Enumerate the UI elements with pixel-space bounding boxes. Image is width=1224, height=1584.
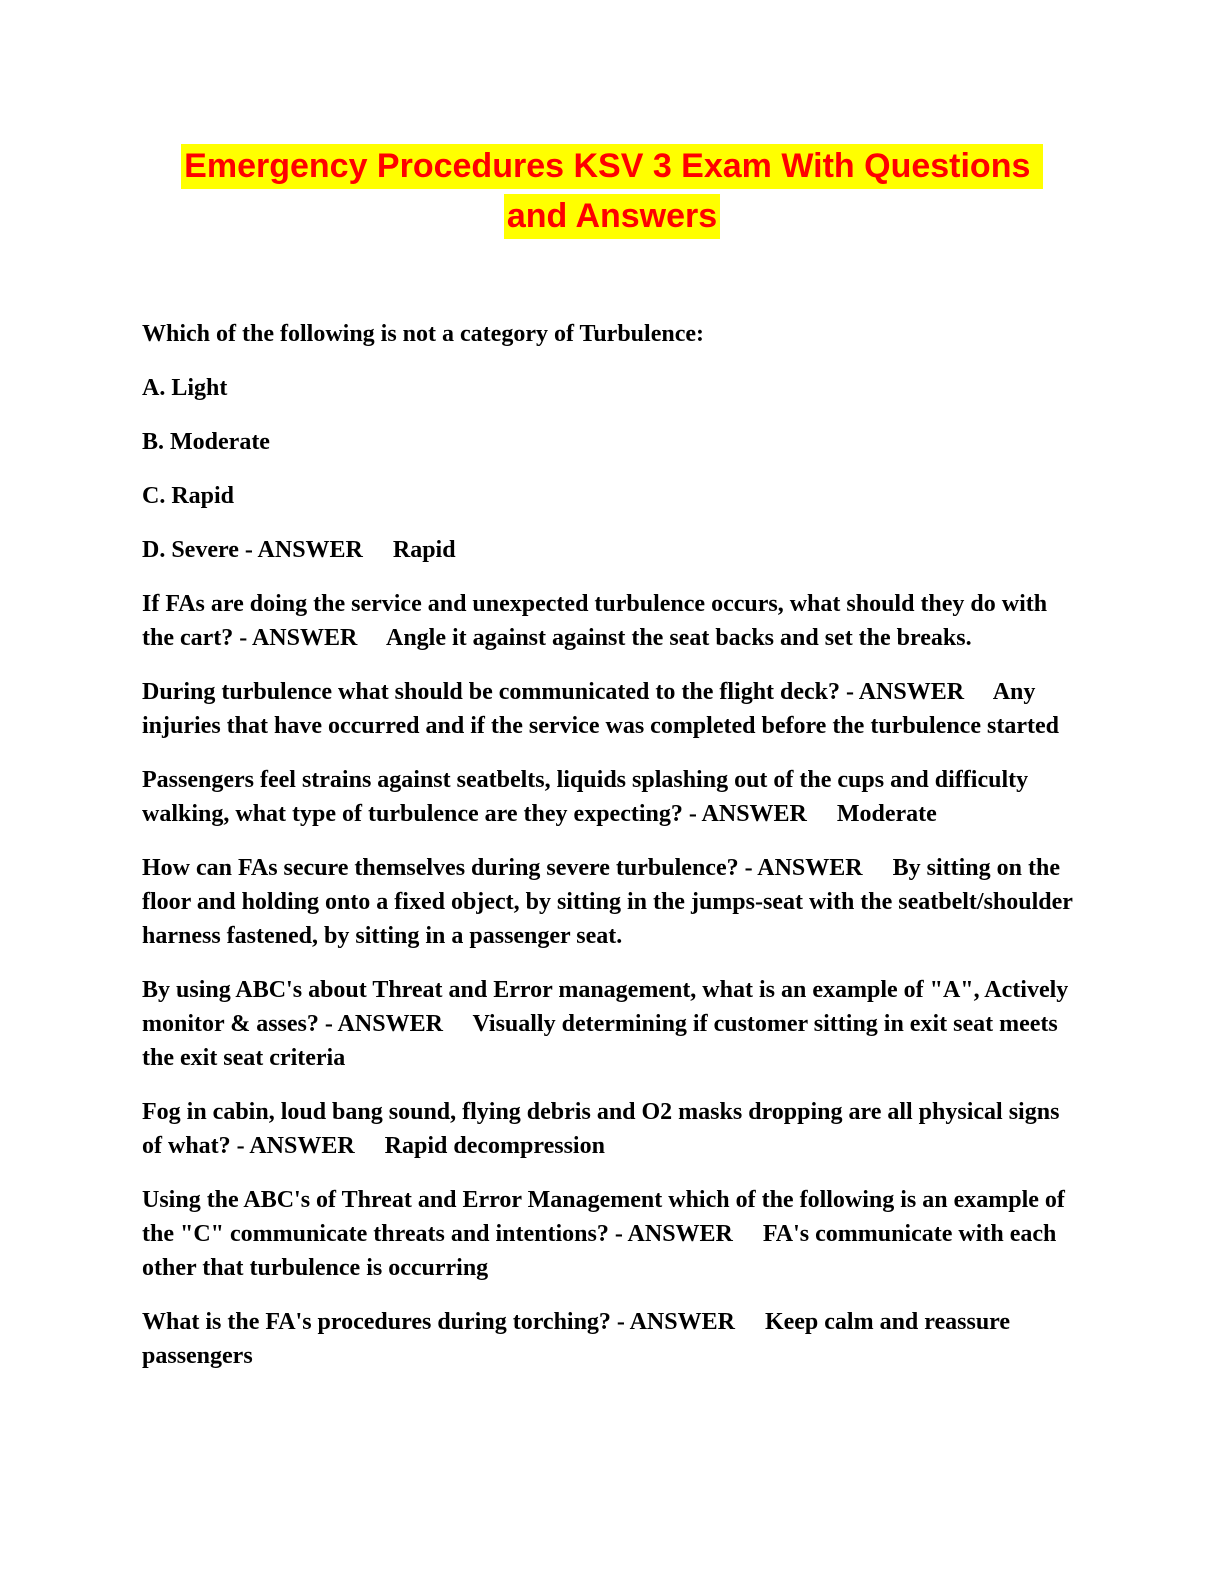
title-line-2: and Answers [504, 194, 720, 239]
qa-paragraph: Fog in cabin, loud bang sound, flying debris and O2 masks dropping are all physical signs of what? - ANSWER Rapid decompression [142, 1099, 1066, 1159]
qa-paragraph: By using ABC's about Threat and Error management, what is an example of "A", Actively monitor & asses? - ANSWER Visually determining if customer sitting in exit seat meets the exit seat criteria [142, 977, 1075, 1071]
qa-paragraph: D. Severe - ANSWER Rapid [142, 537, 456, 563]
qa-paragraph: How can FAs secure themselves during severe turbulence? - ANSWER By sitting on the floor and holding onto a fixed object, by sitting in the jumps-seat with the seatbelt/shoulder harness fastened, by sitting in a passenger seat. [142, 855, 1079, 949]
qa-paragraph: What is the FA's procedures during torching? - ANSWER Keep calm and reassure passengers [142, 1309, 1017, 1369]
qa-paragraph: Using the ABC's of Threat and Error Management which of the following is an example of the "C" communicate threats and intentions? - ANSWER FA's communicate with each other that turbulence is occurring [142, 1187, 1071, 1281]
qa-paragraph: Passengers feel strains against seatbelts, liquids splashing out of the cups and difficulty walking, what type of turbulence are they expecting? - ANSWER Moderate [142, 767, 1035, 827]
qa-paragraph: During turbulence what should be communicated to the flight deck? - ANSWER Any injuries that have occurred and if the service was completed before the turbulence started [142, 679, 1059, 739]
title-line-1: Emergency Procedures KSV 3 Exam With Questions [181, 144, 1043, 189]
qa-paragraph: B. Moderate [142, 429, 270, 455]
qa-paragraph: If FAs are doing the service and unexpected turbulence occurs, what should they do with the cart? - ANSWER Angle it against against the seat backs and set the breaks. [142, 591, 1054, 651]
qa-paragraph: Which of the following is not a category of Turbulence: [142, 321, 704, 347]
document-title [70, 141, 1154, 241]
qa-paragraph: A. Light [142, 375, 228, 401]
document-body [142, 317, 1082, 1373]
qa-paragraph: C. Rapid [142, 483, 235, 509]
